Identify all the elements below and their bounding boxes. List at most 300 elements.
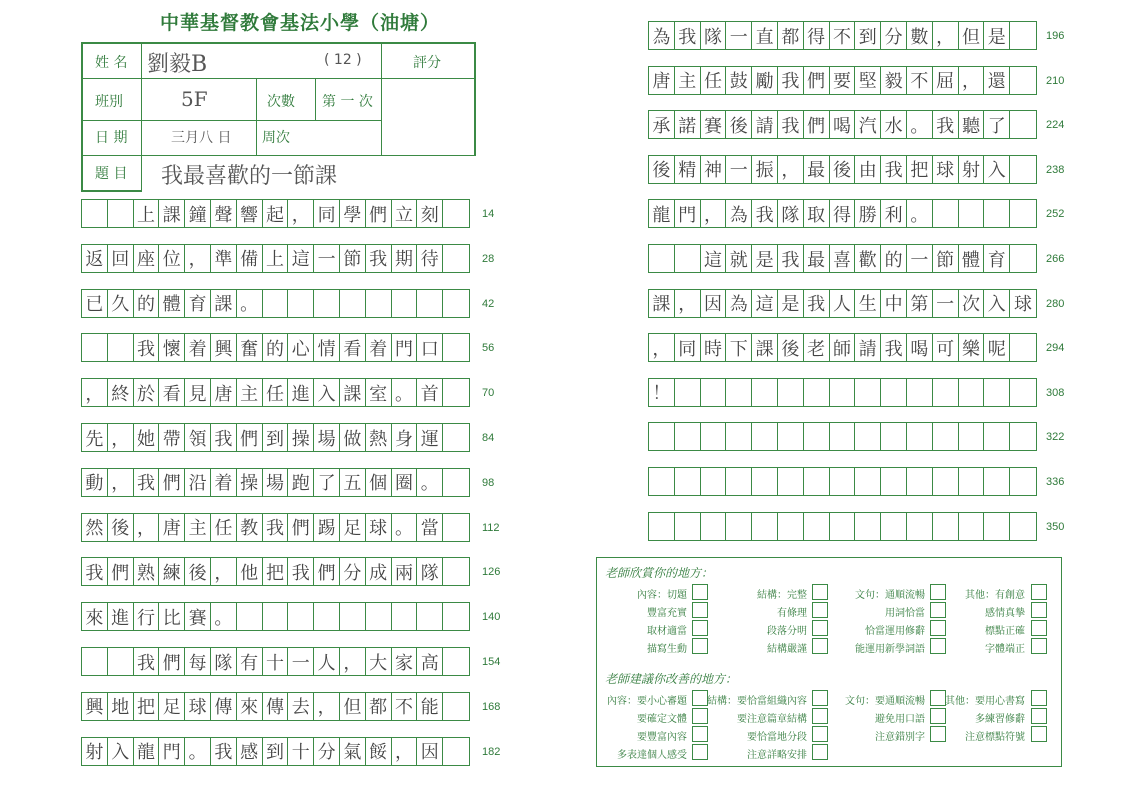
feedback-checkbox[interactable]	[1031, 726, 1047, 742]
grid-cell: 的	[881, 245, 907, 272]
grid-cell	[675, 513, 701, 540]
grid-cell	[933, 468, 959, 495]
grid-cell: 奮	[237, 334, 263, 361]
grid-cell: 為	[649, 22, 675, 49]
grid-cell: 第	[907, 290, 933, 317]
grid-cell: ，	[211, 558, 237, 585]
char-count: 154	[482, 656, 501, 668]
topic-label: 題 目	[95, 166, 128, 182]
grid-cell	[778, 513, 804, 540]
grid-cell: 精	[675, 156, 701, 183]
grid-cell: 們	[314, 558, 340, 585]
grid-cell	[263, 603, 289, 630]
grid-cell: 射	[959, 156, 985, 183]
writing-row	[81, 199, 470, 228]
feedback-checkbox[interactable]	[812, 744, 828, 760]
grid-cell	[907, 468, 933, 495]
grid-cell	[1010, 156, 1036, 183]
grid-cell: 們	[159, 469, 185, 496]
grid-cell: 為	[726, 290, 752, 317]
grid-cell: ，	[778, 156, 804, 183]
grid-cell	[1010, 111, 1036, 138]
grid-cell: 。	[417, 469, 443, 496]
grid-cell: 口	[417, 334, 443, 361]
feedback-checkbox[interactable]	[812, 638, 828, 654]
writing-row	[81, 423, 470, 452]
improve-title: 老師建議你改善的地方：	[605, 672, 738, 686]
char-count: 112	[482, 521, 500, 534]
grid-cell	[933, 379, 959, 406]
writing-row	[81, 647, 470, 676]
writing-row	[648, 199, 1037, 228]
grid-cell: 座	[134, 245, 160, 272]
grid-cell: 。	[907, 200, 933, 227]
grid-cell: 課	[752, 334, 778, 361]
char-count: 56	[482, 342, 495, 355]
feedback-item: 豐富充實	[647, 608, 687, 619]
feedback-item: 能運用新學詞語	[855, 644, 925, 655]
grid-cell: 喝	[907, 334, 933, 361]
grid-cell	[675, 245, 701, 272]
char-count: 42	[482, 297, 495, 310]
char-count: 224	[1046, 119, 1065, 132]
feedback-checkbox[interactable]	[930, 690, 946, 706]
grid-cell: 運	[417, 424, 443, 451]
grid-cell: 隊	[701, 22, 727, 49]
grid-cell: 圈	[392, 469, 418, 496]
seat-number: ( 12 )	[324, 52, 362, 68]
grid-cell: 喝	[830, 111, 856, 138]
feedback-checkbox[interactable]	[812, 620, 828, 636]
feedback-item: 取材適當	[647, 626, 687, 637]
grid-cell: 後	[185, 558, 211, 585]
grid-cell: 可	[933, 334, 959, 361]
grid-cell: 後	[649, 156, 675, 183]
grid-cell: ，	[314, 693, 340, 720]
char-count: 336	[1046, 476, 1065, 488]
grid-cell: 首	[417, 379, 443, 406]
feedback-item: 避免用口語	[875, 714, 925, 725]
grid-cell: 跑	[288, 469, 314, 496]
feedback-checkbox[interactable]	[692, 638, 708, 654]
grid-cell	[830, 423, 856, 450]
grid-cell	[855, 379, 881, 406]
grid-cell: 為	[726, 200, 752, 227]
grid-cell	[675, 468, 701, 495]
grid-cell: 隊	[417, 558, 443, 585]
grid-cell: 體	[959, 245, 985, 272]
grid-cell: 準	[211, 245, 237, 272]
grid-cell: 。	[185, 738, 211, 765]
char-count: 28	[482, 252, 495, 265]
grid-cell: 我	[752, 200, 778, 227]
grid-cell	[881, 423, 907, 450]
grid-cell: 請	[855, 334, 881, 361]
grid-cell	[443, 603, 469, 630]
grid-cell: 十	[263, 648, 289, 675]
grid-cell: 。	[392, 514, 418, 541]
grid-cell	[752, 423, 778, 450]
grid-cell: ，	[134, 514, 160, 541]
feedback-checkbox[interactable]	[692, 690, 708, 706]
grid-cell: 後	[830, 156, 856, 183]
feedback-checkbox[interactable]	[692, 726, 708, 742]
grid-cell	[340, 603, 366, 630]
grid-cell: 聽	[959, 111, 985, 138]
grid-cell: 鐘	[185, 200, 211, 227]
grid-cell	[830, 513, 856, 540]
char-count: 322	[1046, 431, 1065, 444]
grid-cell: 一	[726, 156, 752, 183]
feedback-checkbox[interactable]	[692, 620, 708, 636]
grid-cell	[417, 603, 443, 630]
writing-row	[648, 244, 1037, 273]
grid-cell: 終	[108, 379, 134, 406]
grid-cell: ，	[959, 67, 985, 94]
grid-cell: 們	[237, 424, 263, 451]
feedback-checkbox[interactable]	[812, 602, 828, 618]
grid-cell: 分	[881, 22, 907, 49]
feedback-item: 要注意篇章結構	[737, 714, 807, 725]
grid-cell	[984, 379, 1010, 406]
grid-cell: 興	[82, 693, 108, 720]
char-count: 210	[1046, 74, 1065, 87]
grid-cell: 大	[366, 648, 392, 675]
writing-row	[81, 468, 470, 497]
grid-cell: 唐	[211, 379, 237, 406]
grid-cell: 做	[340, 424, 366, 451]
feedback-checkbox[interactable]	[1031, 690, 1047, 706]
grid-cell: 。	[237, 290, 263, 317]
grid-cell	[726, 379, 752, 406]
grid-cell	[392, 603, 418, 630]
grid-cell: 然	[82, 514, 108, 541]
grid-cell: 們	[159, 648, 185, 675]
grid-cell: 任	[701, 67, 727, 94]
writing-row	[81, 692, 470, 721]
grid-cell: 一	[314, 245, 340, 272]
feedback-item: 字體端正	[985, 644, 1025, 655]
class-label: 班別	[95, 94, 123, 110]
grid-cell: 能	[417, 693, 443, 720]
grid-cell: 看	[340, 334, 366, 361]
grid-cell: 着	[211, 469, 237, 496]
grid-cell: 熟	[134, 558, 160, 585]
feedback-checkbox[interactable]	[692, 744, 708, 760]
grid-cell	[804, 423, 830, 450]
grid-cell: 這	[701, 245, 727, 272]
feedback-checkbox[interactable]	[692, 602, 708, 618]
writing-row	[648, 289, 1037, 318]
grid-cell: 刻	[417, 200, 443, 227]
grid-cell	[907, 379, 933, 406]
grid-cell: 下	[726, 334, 752, 361]
feedback-item: 結構嚴謹	[767, 644, 807, 655]
writing-row	[648, 333, 1037, 362]
grid-cell: 到	[263, 738, 289, 765]
grid-cell: 我	[288, 558, 314, 585]
school-title: 中華基督教會基法小學（油塘）	[159, 12, 440, 34]
feedback-item: 描寫生動	[647, 644, 687, 655]
grid-cell	[752, 468, 778, 495]
grid-cell	[675, 423, 701, 450]
feedback-checkbox[interactable]	[812, 708, 828, 724]
grid-cell	[649, 245, 675, 272]
feedback-checkbox[interactable]	[930, 584, 946, 600]
grid-cell: 看	[159, 379, 185, 406]
grid-cell: 去	[288, 693, 314, 720]
grid-cell: 射	[82, 738, 108, 765]
feedback-checkbox[interactable]	[1031, 620, 1047, 636]
grid-cell: 課	[159, 200, 185, 227]
grid-cell	[1010, 245, 1036, 272]
grid-cell	[778, 468, 804, 495]
grid-cell: 身	[392, 424, 418, 451]
grid-cell: 後	[108, 514, 134, 541]
grid-cell	[933, 513, 959, 540]
grid-cell: 我	[134, 648, 160, 675]
grid-cell: 門	[675, 200, 701, 227]
grid-cell: 都	[366, 693, 392, 720]
praise-title: 老師欣賞你的地方：	[605, 566, 714, 580]
writing-row	[648, 155, 1037, 184]
grid-cell	[288, 603, 314, 630]
grid-cell: ，	[82, 379, 108, 406]
char-count: 238	[1046, 163, 1065, 176]
grid-cell: 不	[392, 693, 418, 720]
grid-cell: 我	[881, 334, 907, 361]
feedback-checkbox[interactable]	[692, 584, 708, 600]
writing-row	[81, 244, 470, 273]
grid-cell: 我	[804, 290, 830, 317]
feedback-checkbox[interactable]	[930, 726, 946, 742]
grid-cell: 入	[984, 156, 1010, 183]
grid-cell: 操	[288, 424, 314, 451]
grid-cell: 當	[417, 514, 443, 541]
feedback-checkbox[interactable]	[692, 708, 708, 724]
grid-cell: 來	[237, 693, 263, 720]
grid-cell: 。	[392, 379, 418, 406]
char-count: 98	[482, 476, 495, 489]
grid-cell	[443, 558, 469, 585]
grid-cell: 是	[984, 22, 1010, 49]
feedback-checkbox[interactable]	[930, 620, 946, 636]
grid-cell: 入	[314, 379, 340, 406]
grid-cell: 課	[211, 290, 237, 317]
grid-cell	[443, 693, 469, 720]
grid-cell: 課	[649, 290, 675, 317]
writing-row	[81, 333, 470, 362]
grid-cell: 諾	[675, 111, 701, 138]
writing-row	[81, 513, 470, 542]
grid-cell: 位	[159, 245, 185, 272]
grid-cell: 我	[366, 245, 392, 272]
grid-cell	[108, 200, 134, 227]
grid-cell: 堅	[855, 67, 881, 94]
grid-cell: 成	[366, 558, 392, 585]
grid-cell: 勝	[855, 200, 881, 227]
grid-cell: 練	[159, 558, 185, 585]
grid-cell	[984, 423, 1010, 450]
grid-cell: 着	[366, 334, 392, 361]
grid-cell: 人	[314, 648, 340, 675]
grid-cell: 備	[237, 245, 263, 272]
grid-cell: 進	[288, 379, 314, 406]
grid-cell: 還	[984, 67, 1010, 94]
feedback-item: 結構：要恰當組織內容	[707, 696, 807, 707]
date-label: 日 期	[95, 130, 128, 146]
times-label: 次數	[267, 94, 295, 110]
grid-cell	[1010, 22, 1036, 49]
grid-cell: 見	[185, 379, 211, 406]
feedback-item: 要豐富內容	[637, 732, 687, 743]
feedback-item: 其他：要用心書寫	[945, 696, 1025, 707]
grid-cell	[830, 468, 856, 495]
grid-cell	[907, 513, 933, 540]
writing-row	[81, 289, 470, 318]
grid-cell	[752, 513, 778, 540]
grid-cell	[366, 290, 392, 317]
feedback-item: 感情真摯	[985, 608, 1025, 619]
grid-cell: 得	[830, 200, 856, 227]
grid-cell: 我	[134, 334, 160, 361]
grid-cell: 來	[82, 603, 108, 630]
feedback-item: 要確定文體	[637, 714, 687, 725]
grid-cell: 隊	[778, 200, 804, 227]
char-count: 294	[1046, 342, 1065, 355]
grid-cell: 領	[185, 424, 211, 451]
grid-cell: 鼓	[726, 67, 752, 94]
grid-cell: 了	[314, 469, 340, 496]
grid-cell: 我	[778, 245, 804, 272]
feedback-item: 結構：完整	[757, 590, 807, 601]
grid-cell: 踢	[314, 514, 340, 541]
feedback-checkbox[interactable]	[930, 638, 946, 654]
grid-cell: 呢	[984, 334, 1010, 361]
grid-cell: 帶	[159, 424, 185, 451]
grid-cell	[726, 513, 752, 540]
feedback-checkbox[interactable]	[1031, 584, 1047, 600]
score-label: 評分	[413, 55, 441, 71]
grid-cell: 老	[804, 334, 830, 361]
writing-row	[648, 66, 1037, 95]
grid-cell: 我	[134, 469, 160, 496]
grid-cell: 十	[288, 738, 314, 765]
grid-cell	[959, 513, 985, 540]
grid-cell	[1010, 334, 1036, 361]
grid-cell	[933, 423, 959, 450]
grid-cell: ，	[701, 200, 727, 227]
grid-cell: 中	[881, 290, 907, 317]
grid-cell	[752, 379, 778, 406]
grid-cell	[82, 200, 108, 227]
feedback-checkbox[interactable]	[1031, 602, 1047, 618]
grid-cell: 主	[675, 67, 701, 94]
grid-cell: 回	[108, 245, 134, 272]
grid-cell: 入	[108, 738, 134, 765]
writing-row	[648, 21, 1037, 50]
grid-cell	[314, 603, 340, 630]
grid-cell: 行	[134, 603, 160, 630]
grid-cell: 於	[134, 379, 160, 406]
grid-cell: 門	[159, 738, 185, 765]
feedback-checkbox[interactable]	[930, 708, 946, 724]
feedback-checkbox[interactable]	[812, 584, 828, 600]
char-count: 280	[1046, 297, 1065, 310]
grid-cell	[1010, 67, 1036, 94]
grid-cell: 場	[314, 424, 340, 451]
grid-cell	[701, 468, 727, 495]
grid-cell	[959, 379, 985, 406]
grid-cell	[82, 334, 108, 361]
grid-cell	[443, 648, 469, 675]
grid-cell: 上	[263, 245, 289, 272]
grid-cell: 育	[185, 290, 211, 317]
feedback-checkbox[interactable]	[930, 602, 946, 618]
grid-cell: 學	[340, 200, 366, 227]
grid-cell	[1010, 200, 1036, 227]
grid-cell	[881, 468, 907, 495]
char-count: 266	[1046, 253, 1065, 265]
date-value: 三月八 日	[171, 130, 232, 146]
grid-cell: 隊	[211, 648, 237, 675]
grid-cell: 足	[159, 693, 185, 720]
writing-row	[648, 467, 1037, 496]
grid-cell: 們	[804, 111, 830, 138]
grid-cell: 把	[263, 558, 289, 585]
grid-cell: 神	[701, 156, 727, 183]
grid-cell: 響	[237, 200, 263, 227]
feedback-item: 多練習修辭	[975, 714, 1025, 725]
grid-cell: 地	[108, 693, 134, 720]
grid-cell	[237, 603, 263, 630]
feedback-checkbox[interactable]	[1031, 708, 1047, 724]
feedback-checkbox[interactable]	[812, 690, 828, 706]
class-value: 5F	[181, 87, 208, 111]
grid-cell: 不	[830, 22, 856, 49]
feedback-checkbox[interactable]	[1031, 638, 1047, 654]
grid-cell	[830, 379, 856, 406]
grid-cell: 生	[855, 290, 881, 317]
grid-cell: 兩	[392, 558, 418, 585]
grid-cell: 上	[134, 200, 160, 227]
grid-cell	[443, 334, 469, 361]
grid-cell: 有	[237, 648, 263, 675]
grid-cell: 室	[366, 379, 392, 406]
feedback-item: 內容：切題	[637, 590, 687, 601]
grid-cell: 是	[778, 290, 804, 317]
grid-cell: 先	[82, 424, 108, 451]
grid-cell: 任	[211, 514, 237, 541]
grid-cell: 我	[778, 67, 804, 94]
grid-cell: 賽	[185, 603, 211, 630]
grid-cell: 進	[108, 603, 134, 630]
grid-cell: 分	[340, 558, 366, 585]
grid-cell: 節	[340, 245, 366, 272]
feedback-checkbox[interactable]	[812, 726, 828, 742]
grid-cell: 毅	[881, 67, 907, 94]
grid-cell: 比	[159, 603, 185, 630]
feedback-item: 文句：通順流暢	[855, 590, 925, 601]
grid-cell: 期	[392, 245, 418, 272]
char-count: 14	[482, 208, 495, 220]
grid-cell	[984, 468, 1010, 495]
grid-cell: 我	[881, 156, 907, 183]
grid-cell: ！	[649, 379, 675, 406]
grid-cell: 唐	[159, 514, 185, 541]
grid-cell: 勵	[752, 67, 778, 94]
feedback-box	[596, 557, 1062, 767]
